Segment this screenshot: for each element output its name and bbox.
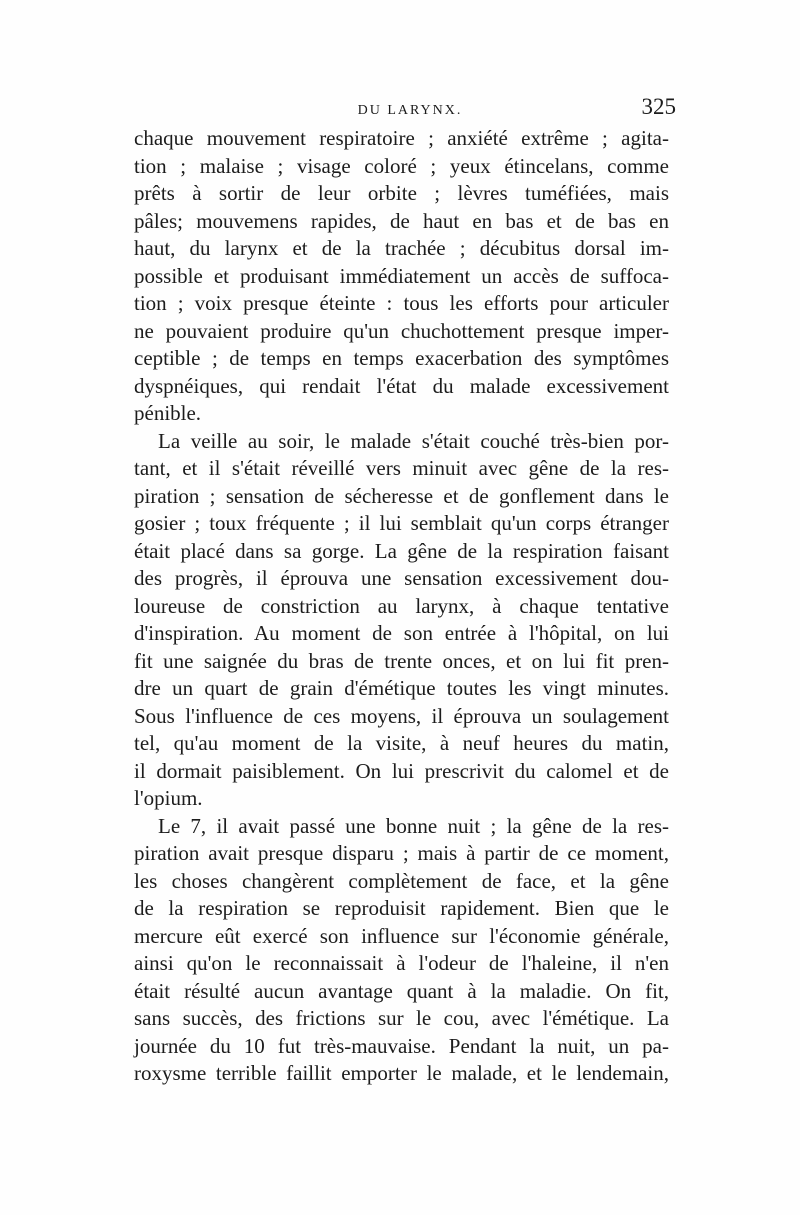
text-line: tel, qu'au moment de la visite, à neuf heures du matin, bbox=[134, 731, 669, 755]
text-line: loureuse de constriction au larynx, à chaque tentative bbox=[134, 593, 669, 618]
text-line: fit une saignée du bras de trente onces, et on lui fit pren- bbox=[134, 648, 669, 673]
page-number: 325 bbox=[641, 94, 676, 119]
text-line: chaque mouvement respiratoire ; anxiété extrême ; agita- bbox=[134, 126, 669, 150]
text-line: roxysme terrible faillit emporter le malade, et le lendemain, bbox=[134, 1061, 669, 1085]
text-line: ceptible ; de temps en temps exacerbation des symptômes bbox=[134, 346, 669, 370]
text-line: pénible. bbox=[134, 401, 202, 425]
text-line: piration ; sensation de sécheresse et de gonflement dans le bbox=[134, 483, 669, 508]
text-line: possible et produisant immédiatement un accès de suffoca- bbox=[134, 263, 669, 288]
text-line: d'inspiration. Au moment de son entrée à l'hôpital, on lui bbox=[134, 621, 669, 645]
text-line: de la respiration se reproduisit rapidement. Bien que le bbox=[134, 896, 669, 920]
text-line: était résulté aucun avantage quant à la maladie. On fit, bbox=[134, 978, 669, 1003]
text-line: piration avait presque disparu ; mais à partir de ce moment, bbox=[134, 841, 669, 865]
text-line: prêts à sortir de leur orbite ; lèvres tuméfiées, mais bbox=[134, 181, 669, 205]
text-line: des progrès, il éprouva une sensation excessivement dou- bbox=[134, 566, 669, 590]
text-line: ainsi qu'on le reconnaissait à l'odeur de l'haleine, il n'en bbox=[134, 951, 669, 975]
paragraph-start-line: La veille au soir, le malade s'était couché très-bien por- bbox=[158, 428, 669, 453]
text-line: tant, et il s'était réveillé vers minuit avec gêne de la res- bbox=[134, 456, 669, 480]
running-title: DU LARYNX. bbox=[357, 103, 463, 118]
text-line: journée du 10 fut très-mauvaise. Pendant la nuit, un pa- bbox=[134, 1033, 669, 1058]
text-line: tion ; voix presque éteinte : tous les efforts pour articuler bbox=[134, 291, 669, 315]
text-line: pâles; mouvemens rapides, de haut en bas et de bas en bbox=[134, 208, 669, 233]
text-line: était placé dans sa gorge. La gêne de la respiration faisant bbox=[134, 538, 669, 563]
text-line: gosier ; toux fréquente ; il lui semblait qu'un corps étranger bbox=[134, 511, 669, 535]
text-line: il dormait paisiblement. On lui prescrivit du calomel et de bbox=[134, 758, 669, 783]
text-line: tion ; malaise ; visage coloré ; yeux étincelans, comme bbox=[134, 153, 669, 178]
text-line: dre un quart de grain d'émétique toutes les vingt minutes. bbox=[134, 676, 669, 700]
text-line: mercure eût exercé son influence sur l'économie générale, bbox=[134, 923, 669, 948]
text-line: les choses changèrent complètement de face, et la gêne bbox=[134, 868, 669, 893]
body-text bbox=[134, 125, 669, 1088]
paragraph-start-line: Le 7, il avait passé une bonne nuit ; la gêne de la res- bbox=[158, 813, 669, 838]
text-line: dyspnéiques, qui rendait l'état du malade excessivement bbox=[134, 373, 669, 398]
text-line: Sous l'influence de ces moyens, il éprouva un soulagement bbox=[134, 703, 669, 728]
text-line: ne pouvaient produire qu'un chuchottement presque imper- bbox=[134, 318, 669, 343]
text-line: haut, du larynx et de la trachée ; décubitus dorsal im- bbox=[134, 236, 669, 260]
text-line: sans succès, des frictions sur le cou, avec l'émétique. La bbox=[134, 1006, 669, 1030]
text-line: l'opium. bbox=[134, 786, 203, 810]
